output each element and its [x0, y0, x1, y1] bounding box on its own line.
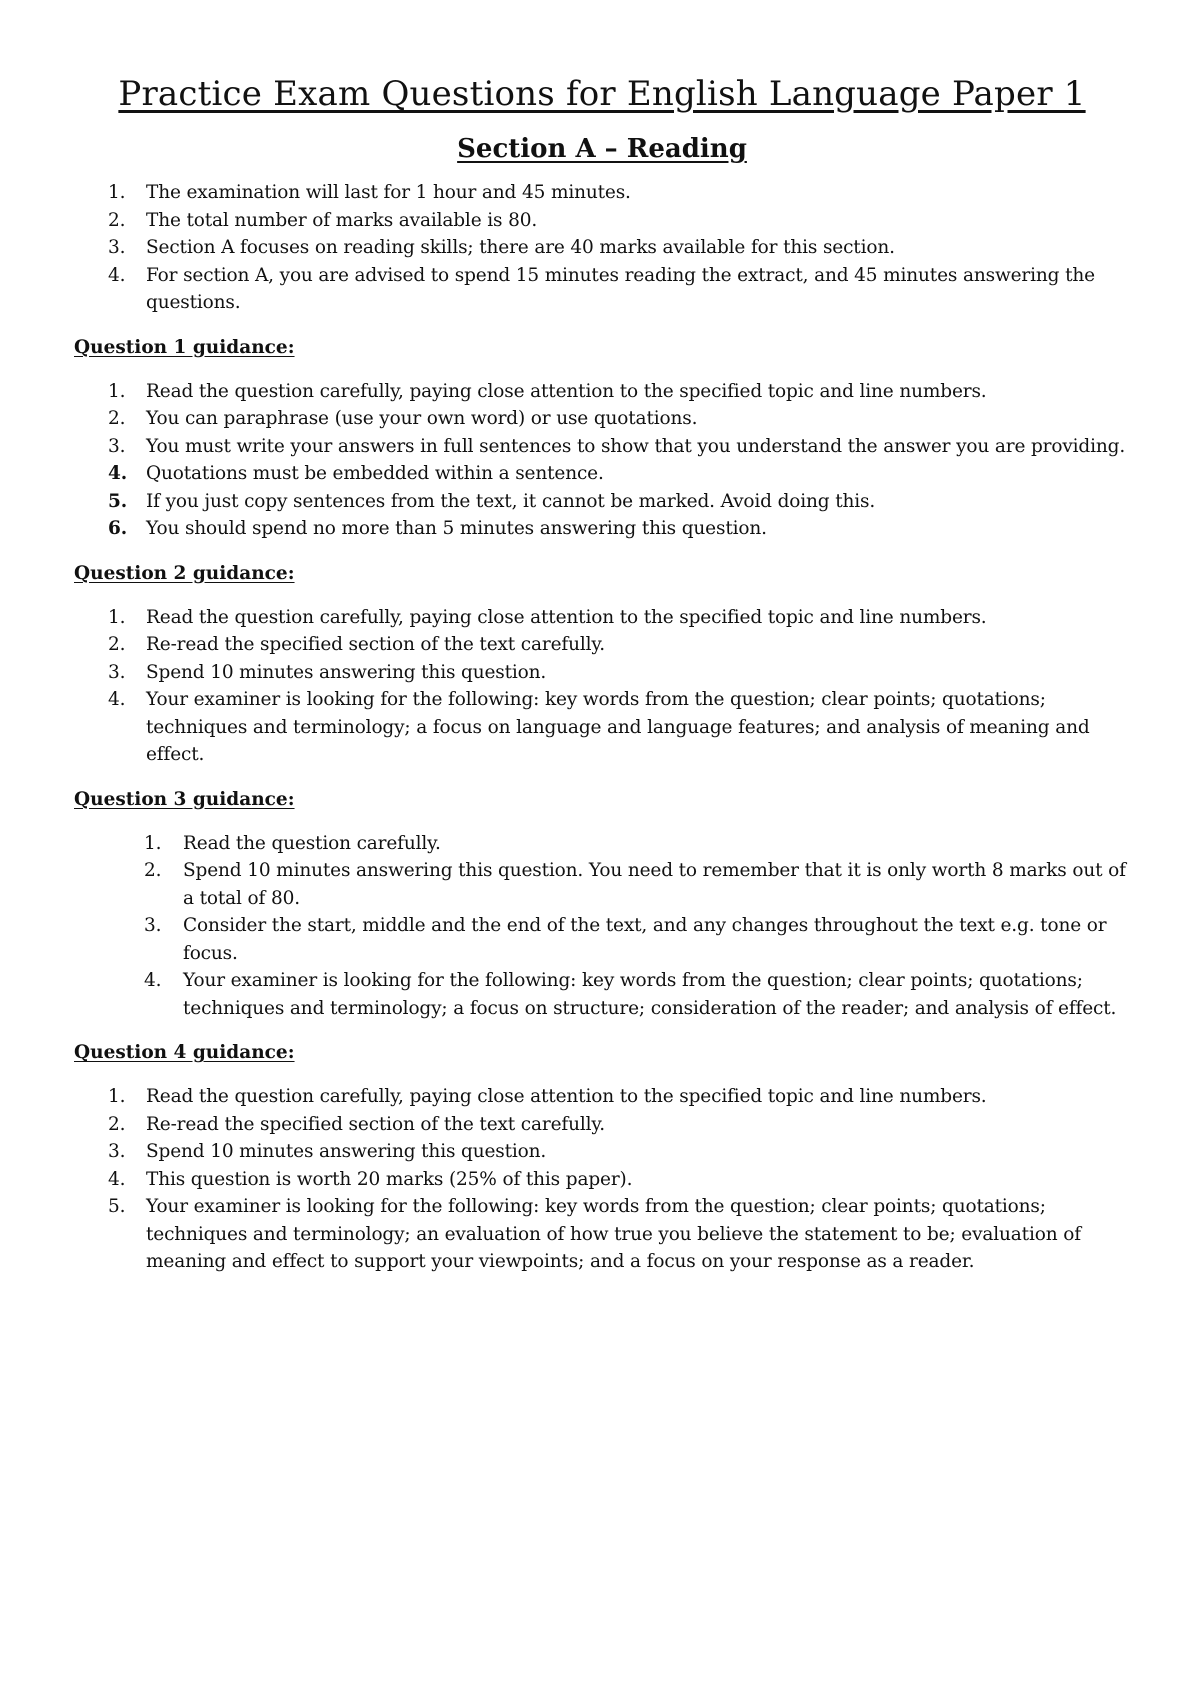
list-item [74, 515, 1130, 543]
list-item [74, 631, 1130, 659]
list-item [74, 405, 1130, 433]
item-text: Read the question carefully, paying close attention to the specified topic and line numbers. [146, 380, 987, 402]
item-text: The total number of marks available is 80. [146, 209, 538, 231]
item-number: 1. [108, 1086, 126, 1107]
item-number: 1. [144, 832, 162, 854]
question-4-heading: Question 4 guidance: [74, 1042, 295, 1063]
item-text: Your examiner is looking for the following: key words from the question; clear points; quotations; techniques and terminology; an evaluation of how true you believe the statement to be; evaluation of meaning and effect to support your viewpoints; and a focus on your response as a reader. [146, 1196, 1081, 1272]
item-text: Re-read the specified section of the text carefully. [146, 1113, 605, 1135]
item-text: For section A, you are advised to spend 15 minutes reading the extract, and 45 minutes answering the questions. [146, 264, 1095, 313]
item-number: 3. [108, 1141, 126, 1162]
question-1-heading: Question 1 guidance: [74, 336, 295, 358]
question-3-heading: Question 3 guidance: [74, 788, 295, 810]
item-number: 2. [108, 209, 126, 231]
list-item [74, 686, 1130, 769]
question-1-guidance-list [74, 378, 1130, 543]
list-item [74, 967, 1130, 1022]
list-item [74, 488, 1130, 516]
list-item [74, 207, 1130, 235]
item-number: 1. [108, 182, 126, 203]
item-number: 5. [108, 1196, 126, 1217]
item-text: You should spend no more than 5 minutes answering this question. [146, 518, 767, 539]
item-text: Section A focuses on reading skills; there are 40 marks available for this section. [146, 237, 895, 258]
item-text: Quotations must be embedded within a sentence. [146, 463, 604, 484]
item-number: 1. [108, 380, 126, 402]
list-item [74, 857, 1130, 912]
item-text: You must write your answers in full sentences to show that you understand the answer you are providing. [146, 435, 1126, 457]
item-text: You can paraphrase (use your own word) or use quotations. [146, 408, 698, 429]
item-number: 4. [108, 689, 126, 710]
item-number: 2. [108, 1113, 126, 1135]
item-number: 5. [108, 490, 128, 512]
item-number: 2. [108, 408, 126, 429]
item-number: 4. [144, 970, 162, 991]
item-number: 4. [108, 1168, 126, 1190]
item-number: 2. [144, 860, 162, 881]
list-item [74, 378, 1130, 406]
item-text: Your examiner is looking for the following: key words from the question; clear points; quotations; techniques and terminology; a focus on language and language features; and analysis of meaning and effect. [146, 689, 1090, 765]
question-2-guidance-list [74, 604, 1130, 769]
list-item [74, 460, 1130, 488]
list-item [74, 1166, 1130, 1194]
section-title: Section A – Reading [457, 134, 747, 164]
list-item [74, 912, 1130, 967]
document-title: Practice Exam Questions for English Language Paper 1 [118, 74, 1086, 114]
item-text: Read the question carefully, paying close attention to the specified topic and line numbers. [146, 1086, 987, 1107]
item-text: If you just copy sentences from the text, it cannot be marked. Avoid doing this. [146, 490, 876, 512]
exam-info-list [74, 179, 1130, 317]
item-number: 4. [108, 264, 126, 286]
list-item [74, 604, 1130, 632]
question-3-guidance-list [74, 830, 1130, 1023]
item-text: Spend 10 minutes answering this question. [146, 661, 547, 683]
item-text: Your examiner is looking for the following: key words from the question; clear points; quotations; techniques and terminology; a focus on structure; consideration of the reader; and analysis of effect. [183, 970, 1117, 1019]
list-item [74, 179, 1130, 207]
list-item [74, 1193, 1130, 1276]
item-text: Re-read the specified section of the text carefully. [146, 634, 605, 655]
list-item [74, 433, 1130, 461]
item-number: 1. [108, 606, 126, 628]
question-2-heading: Question 2 guidance: [74, 562, 295, 584]
item-number: 4. [108, 463, 128, 484]
question-4-guidance-list [74, 1083, 1130, 1276]
item-number: 2. [108, 634, 126, 655]
item-text: This question is worth 20 marks (25% of this paper). [146, 1168, 633, 1190]
list-item [74, 1138, 1130, 1166]
item-text: Spend 10 minutes answering this question. You need to remember that it is only worth 8 marks out of a total of 80. [183, 860, 1126, 909]
item-text: Read the question carefully. [183, 832, 441, 854]
list-item [74, 262, 1130, 317]
item-number: 3. [108, 435, 126, 457]
item-number: 3. [108, 661, 126, 683]
item-text: Spend 10 minutes answering this question. [146, 1141, 547, 1162]
list-item [74, 830, 1130, 858]
item-number: 3. [144, 915, 162, 936]
item-number: 3. [108, 237, 126, 258]
item-text: Consider the start, middle and the end of the text, and any changes throughout the text e.g. tone or focus. [183, 915, 1107, 964]
item-text: The examination will last for 1 hour and 45 minutes. [146, 182, 631, 203]
list-item [74, 1111, 1130, 1139]
list-item [74, 1083, 1130, 1111]
list-item [74, 659, 1130, 687]
list-item [74, 234, 1130, 262]
item-number: 6. [108, 518, 128, 539]
item-text: Read the question carefully, paying close attention to the specified topic and line numbers. [146, 606, 987, 628]
